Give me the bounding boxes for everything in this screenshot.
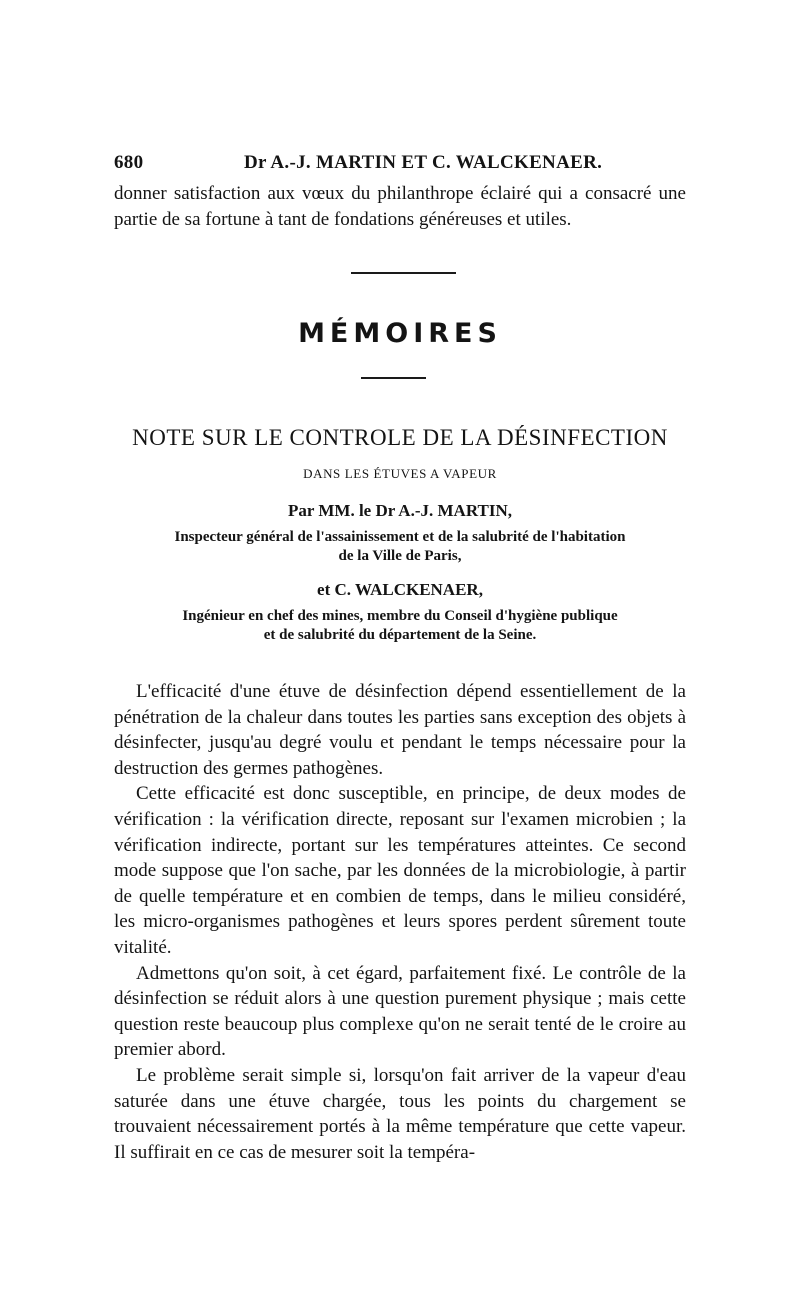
article-body: [114, 679, 686, 1165]
divider-bottom: [361, 377, 426, 379]
body-paragraph: Cette efficacité est donc susceptible, en principe, de deux modes de vérification : la vérification directe, reposant sur l'examen microbien ; la vérification indirecte, portant sur les températures atteintes. Ce second mode suppose que l'on sache, par les données de la microbiologie, à partir de quelle température et en combien de temps, dans le milieu considéré, les micro-organismes pathogènes et leurs spores perdent sûrement toute vitalité.: [114, 783, 686, 958]
author1-affiliation-line1: Inspecteur général de l'assainissement et de la salubrité de l'habitation: [174, 529, 626, 545]
running-title: Dr A.-J. MARTIN ET C. WALCKENAER.: [244, 152, 603, 173]
article-author2: et C. WALCKENAER,: [317, 580, 483, 599]
body-paragraph: Le problème serait simple si, lorsqu'on fait arriver de la vapeur d'eau saturée dans une étuve chargée, tous les points du chargement se trouvaient nécessairement portés à la même température que cette vapeur. Il suffirait en ce cas de mesurer soit la tempéra-: [114, 1064, 686, 1163]
divider-top: [351, 272, 456, 274]
article-title: NOTE SUR LE CONTROLE DE LA DÉSINFECTION: [132, 425, 668, 450]
page-number: 680: [114, 152, 144, 173]
author2-affiliation: [114, 607, 686, 645]
author1-affiliation: [114, 528, 686, 566]
section-heading: MÉMOIRES: [298, 318, 502, 349]
author2-affiliation-line1: Ingénieur en chef des mines, membre du Conseil d'hygiène publique: [182, 608, 618, 624]
article-subtitle: DANS LES ÉTUVES A VAPEUR: [303, 466, 497, 481]
body-paragraph: L'efficacité d'une étuve de désinfection dépend essentiellement de la pénétration de la chaleur dans toutes les parties sans exception des objets à désinfecter, jusqu'au degré voulu et pendant le temps nécessaire pour la destruction des germes pathogènes.: [114, 681, 686, 779]
author1-affiliation-line2: de la Ville de Paris,: [338, 548, 462, 564]
author2-affiliation-line2: et de salubrité du département de la Seine.: [263, 627, 537, 643]
carryover-paragraph: donner satisfaction aux vœux du philanthrope éclairé qui a consacré une partie de sa fortune à tant de fondations généreuses et utiles.: [114, 183, 686, 230]
article-byline: Par MM. le Dr A.-J. MARTIN,: [288, 501, 512, 520]
carryover-block: [114, 181, 686, 232]
body-paragraph: Admettons qu'on soit, à cet égard, parfaitement fixé. Le contrôle de la désinfection se réduit alors à une question purement physique ; mais cette question reste beaucoup plus complexe qu'on ne serait tenté de le croire au premier abord.: [114, 962, 686, 1061]
